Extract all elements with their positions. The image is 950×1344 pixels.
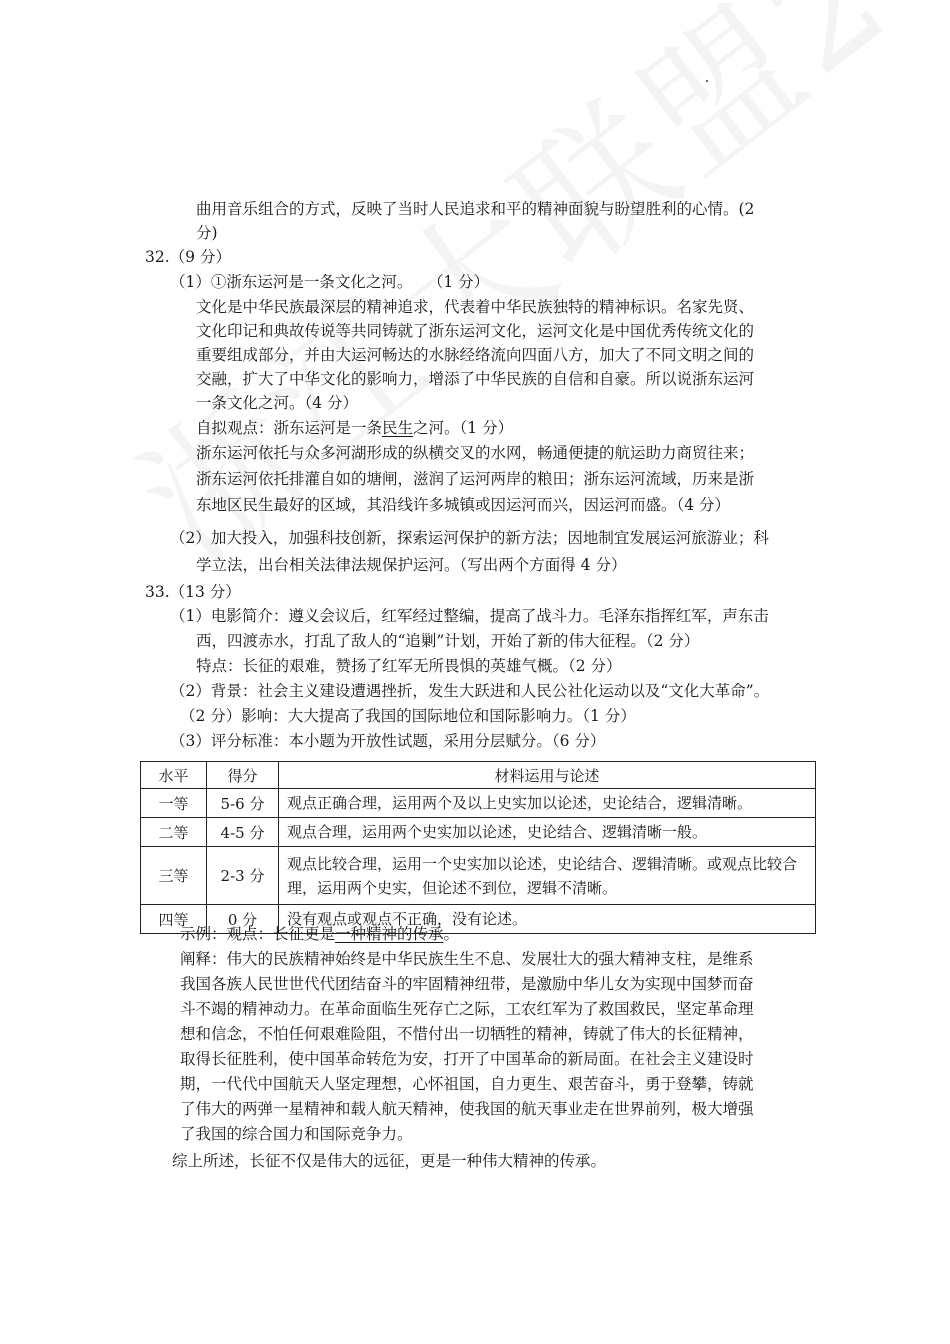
- level-cell: 一等: [141, 789, 207, 818]
- text-line: 东地区民生最好的区域，其沿线许多城镇或因运河而兴，因运河而盛。（4 分）: [196, 496, 731, 514]
- self-viewpoint-suffix: 之河。（1 分）: [413, 419, 514, 437]
- text-line: 我国各族人民世世代代团结奋斗的牢固精神纽带，是激励中华儿女为实现中国梦而奋: [180, 975, 754, 993]
- text-line: 了我国的综合国力和国际竞争力。: [180, 1125, 413, 1143]
- q33-part3: （3）评分标准：本小题为开放性试题，采用分层赋分。（6 分）: [170, 732, 606, 750]
- question-32-heading: 32.（9 分）: [145, 248, 231, 266]
- scan-dot: [706, 80, 708, 82]
- text-line: 取得长征胜利，使中国革命转危为安，打开了中国革命的新局面。在社会主义建设时: [180, 1050, 754, 1068]
- column-header: 得分: [207, 762, 279, 789]
- example-prefix: 示例：观点：长征更是: [180, 925, 336, 943]
- column-header: 材料运用与论述: [279, 762, 816, 789]
- q32-part2: （2）加大投入，加强科技创新，探索运河保护的新方法；因地制宜发展运河旅游业；科: [170, 529, 769, 547]
- text-line: 文化印记和典故传说等共同铸就了浙东运河文化，运河文化是中国优秀传统文化的: [196, 322, 755, 340]
- text-line: 文化是中华民族最深层的精神追求，代表着中华民族独特的精神标识。名家先贤、: [196, 298, 755, 316]
- scoring-table: [140, 761, 816, 934]
- self-viewpoint-prefix: 自拟观点：浙东运河是一条: [196, 419, 383, 437]
- level-cell: 三等: [141, 847, 207, 905]
- text-line: 一条文化之河。（4 分）: [196, 394, 359, 412]
- q32-part1-title: （1）①浙东运河是一条文化之河。 （1 分）: [170, 273, 490, 291]
- underlined-viewpoint: 一种精神的传承: [335, 925, 444, 943]
- text-line: 西，四渡赤水，打乱了敌人的“追剿”计划，开始了新的伟大征程。（2 分）: [196, 632, 700, 650]
- q33-part2: （2）背景：社会主义建设遭遇挫折，发生大跃进和人民公社化运动以及“文化大革命”。: [170, 682, 770, 700]
- desc-cell: 观点合理，运用两个史实加以论述，史论结合、逻辑清晰一般。: [279, 818, 816, 847]
- desc-cell: 没有观点或观点不正确，没有论述。: [279, 905, 816, 934]
- text-line: 重要组成部分，并由大运河畅达的水脉经络流向四面八方，加大了不同文明之间的: [196, 346, 755, 364]
- desc-cell: 观点正确合理，运用两个及以上史实加以论述，史论结合，逻辑清晰。: [279, 789, 816, 818]
- score-cell: 5-6 分: [207, 789, 279, 818]
- level-cell: 二等: [141, 818, 207, 847]
- question-33-heading: 33.（13 分）: [145, 583, 241, 601]
- column-header: 水平: [141, 762, 207, 789]
- example-suffix: 。: [443, 925, 460, 943]
- table-row: [141, 789, 816, 818]
- level-cell: 四等: [141, 905, 207, 934]
- score-cell: 0 分: [207, 905, 279, 934]
- text-line: 曲用音乐组合的方式，反映了当时人民追求和平的精神面貌与盼望胜利的心情。(2: [196, 200, 755, 218]
- text-line: 浙东运河依托与众多河湖形成的纵横交叉的水网，畅通便捷的航运助力商贸往来；: [196, 444, 755, 462]
- text-line: 了伟大的两弹一星精神和载人航天精神，使我国的航天事业走在世界前列，极大增强: [180, 1100, 754, 1118]
- text-line: 分): [196, 224, 218, 242]
- text-line: （2 分）影响：大大提高了我国的国际地位和国际影响力。（1 分）: [180, 707, 636, 725]
- self-viewpoint-line: [196, 419, 513, 437]
- desc-cell: 观点比较合理，运用一个史实加以论述，史论结合、逻辑清晰。或观点比较合理，运用两个史实，但论述不到位，逻辑不清晰。: [279, 847, 816, 905]
- text-line: 交融，扩大了中华文化的影响力，增添了中华民族的自信和自豪。所以说浙东运河: [196, 370, 755, 388]
- text-line: 阐释：伟大的民族精神始终是中华民族生生不息、发展壮大的强大精神支柱，是维系: [180, 950, 754, 968]
- text-line: 浙东运河依托排灌自如的塘闸，滋润了运河两岸的粮田；浙东运河流域，历来是浙: [196, 470, 755, 488]
- text-line: 斗不竭的精神动力。在革命面临生死存亡之际，工农红军为了救国救民，坚定革命理: [180, 1000, 754, 1018]
- table-header-row: [141, 762, 816, 789]
- table-row: [141, 847, 816, 905]
- text-line: 想和信念，不怕任何艰难险阻，不惜付出一切牺牲的精神，铸就了伟大的长征精神，: [180, 1025, 754, 1043]
- text-line: 学立法，出台相关法律法规保护运河。（写出两个方面得 4 分）: [196, 556, 627, 574]
- table-row: [141, 818, 816, 847]
- example-line: [180, 925, 459, 943]
- score-cell: 2-3 分: [207, 847, 279, 905]
- score-cell: 4-5 分: [207, 818, 279, 847]
- conclusion-line: 综上所述，长征不仅是伟大的远征，更是一种伟大精神的传承。: [172, 1152, 607, 1170]
- text-line: 期，一代代中国航天人坚定理想，心怀祖国，自力更生、艰苦奋斗，勇于登攀，铸就: [180, 1075, 754, 1093]
- text-line: 特点：长征的艰难，赞扬了红军无所畏惧的英雄气概。（2 分）: [196, 657, 622, 675]
- underlined-answer: 民生: [382, 419, 414, 437]
- q33-part1: （1）电影简介：遵义会议后，红军经过整编，提高了战斗力。毛泽东指挥红军，声东击: [170, 607, 769, 625]
